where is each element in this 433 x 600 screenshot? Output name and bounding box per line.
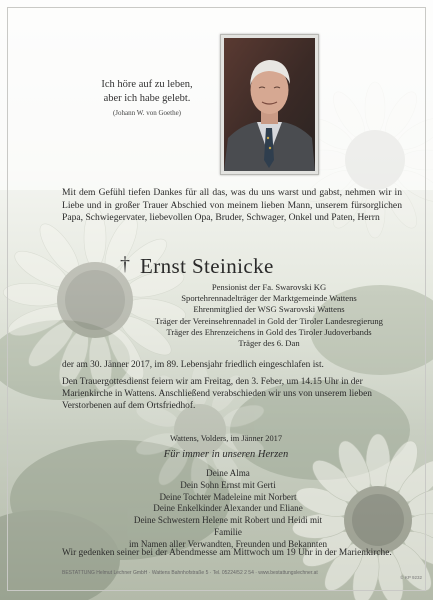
- quote-author: (Johann W. von Goethe): [112, 109, 182, 117]
- portrait-photo: [220, 34, 319, 175]
- mourners-list: [120, 468, 336, 551]
- honor-line: Träger der Vereinsehrennadel in Gold der Tiroler Landesregierung: [155, 315, 383, 326]
- death-notice: der am 30. Jänner 2017, im 89. Lebensjahr friedlich eingeschlafen ist.: [62, 360, 324, 370]
- mourner-line: im Namen aller Verwandten, Freunden und Bekannten: [128, 538, 328, 549]
- cross-icon: †: [120, 253, 130, 275]
- quote-line-1: Ich höre auf zu leben,: [101, 79, 193, 90]
- honors-list: [150, 282, 388, 349]
- undertaker-footer: BESTATTUNG Helmut Lechner GmbH · Wattens Bahnhofstraße 5 · Tel. 05224/52 2 54 · www.bestattungslechner.at: [62, 570, 318, 576]
- mourner-line: Dein Sohn Ernst mit Gerti: [180, 479, 276, 490]
- honor-line: Träger des 6. Dan: [238, 338, 300, 349]
- motto: Für immer in unseren Herzen: [163, 449, 289, 460]
- funeral-info: Den Trauergottesdienst feiern wir am Freitag, den 3. Feber, um 14.15 Uhr in der Marienkirche in Wattens. Anschließend verabschieden wir uns von unserem lieben Verstorbenen auf dem Ortsfriedhof.: [62, 377, 372, 412]
- memorial-mass-info: Wir gedenken seiner bei der Abendmesse am Mittwoch um 19 Uhr in der Marienkirche.: [62, 548, 392, 558]
- mourner-line: Deine Alma: [206, 468, 250, 478]
- honor-line: Träger des Ehrenzeichens in Gold des Tiroler Judoverbands: [166, 326, 372, 337]
- footer-code: © KP 9232: [400, 575, 422, 580]
- intro-text: Mit dem Gefühl tiefen Dankes für all das, was du uns warst und gabst, nehmen wir in Liebe und in großer Trauer Abschied von meinem lieben Mann, unserem fürsorglichen Papa, Schwiegervater, liebevollen Opa, Bruder, Schwager, Onkel und Paten, Herrn: [62, 187, 402, 223]
- place-date: Wattens, Volders, im Jänner 2017: [169, 434, 283, 443]
- mourner-line: Deine Enkelkinder Alexander und Eliane: [153, 503, 303, 514]
- quote-line-2: aber ich habe gelebt.: [103, 93, 191, 104]
- honor-line: Pensionist der Fa. Swarovski KG: [211, 282, 327, 292]
- quote-block: [72, 78, 222, 120]
- honor-line: Ehrenmitglied der WSG Swarovski Wattens: [193, 304, 345, 315]
- mourner-line: Deine Tochter Madeleine mit Norbert: [159, 491, 297, 502]
- mourner-line: Deine Schwestern Helene mit Robert und Heidi mit Familie: [133, 515, 323, 537]
- honor-line: Sportehrennadelträger der Marktgemeinde Wattens: [181, 293, 357, 304]
- deceased-name: Ernst Steinicke: [140, 254, 274, 278]
- portrait-image: [224, 38, 315, 171]
